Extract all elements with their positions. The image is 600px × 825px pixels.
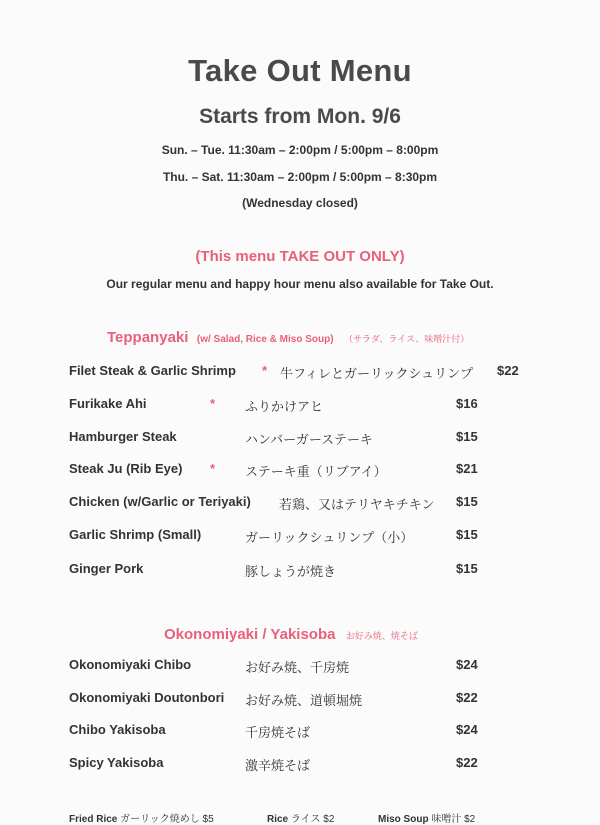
- item-price: $22: [497, 363, 519, 378]
- item-japanese: お好み焼、千房焼: [245, 661, 350, 676]
- okonomiyaki-japanese: お好み焼、焼そば: [345, 631, 418, 641]
- item-star: *: [262, 363, 268, 378]
- item-japanese: 若鶏、又はテリヤキチキン: [279, 498, 435, 513]
- page-title: Take Out Menu: [188, 53, 412, 88]
- item-name: Steak Ju (Rib Eye): [69, 461, 183, 476]
- footer-item-price: $2: [323, 814, 335, 825]
- item-name: Garlic Shrimp (Small): [69, 527, 202, 542]
- item-japanese: お好み焼、道頓堀焼: [245, 694, 363, 709]
- item-price: $22: [456, 690, 478, 705]
- teppanyaki-heading: [107, 329, 469, 347]
- menu-item: [0, 755, 600, 775]
- menu-item: [0, 396, 600, 416]
- hours-thu-sat: Thu. – Sat. 11:30am – 2:00pm / 5:00pm – 8:30pm: [162, 170, 438, 184]
- menu-item: [0, 690, 600, 710]
- item-japanese: ふりかけアヒ: [245, 400, 324, 415]
- menu-item: [0, 363, 600, 383]
- footer-item-name: Fried Rice: [69, 814, 118, 825]
- item-japanese: 千房焼そば: [245, 726, 311, 741]
- teppanyaki-title: Teppanyaki: [107, 329, 189, 346]
- footer-item-fried-rice: [69, 810, 214, 825]
- item-japanese: ガーリックシュリンプ（小）: [245, 531, 414, 546]
- menu-item: [0, 429, 600, 449]
- item-name: Okonomiyaki Doutonbori: [69, 690, 225, 705]
- item-price: $21: [456, 461, 478, 476]
- item-name: Filet Steak & Garlic Shrimp: [69, 363, 236, 378]
- item-japanese: 激辛焼そば: [245, 759, 311, 774]
- item-name: Ginger Pork: [69, 561, 144, 576]
- item-price: $24: [456, 722, 478, 737]
- takeout-only-note: (This menu TAKE OUT ONLY): [195, 248, 405, 265]
- item-price: $15: [456, 527, 478, 542]
- menu-item: [0, 561, 600, 581]
- regular-menu-note: Our regular menu and happy hour menu also available for Take Out.: [106, 277, 494, 291]
- footer-item-rice: [267, 810, 334, 825]
- item-name: Okonomiyaki Chibo: [69, 657, 192, 672]
- menu-item: [0, 657, 600, 677]
- teppanyaki-japanese: （サラダ、ライス、味噌汁付）: [344, 334, 470, 344]
- start-date: Starts from Mon. 9/6: [199, 105, 401, 128]
- item-japanese: 牛フィレとガーリックシュリンプ: [280, 367, 474, 382]
- footer-item-name: Rice: [267, 814, 289, 825]
- item-japanese: ステーキ重（リブアイ）: [245, 465, 387, 480]
- item-price: $15: [456, 429, 478, 444]
- footer-item-price: $2: [464, 814, 476, 825]
- footer-item-miso-soup: [378, 810, 475, 825]
- okonomiyaki-title: Okonomiyaki / Yakisoba: [164, 626, 336, 643]
- footer-item-name: Miso Soup: [378, 814, 429, 825]
- closed-day: (Wednesday closed): [242, 196, 358, 210]
- item-price: $16: [456, 396, 478, 411]
- menu-item: [0, 494, 600, 514]
- item-name: Hamburger Steak: [69, 429, 177, 444]
- footer-item-japanese: ガーリック焼めし: [120, 814, 200, 825]
- footer-item-japanese: ライス: [290, 814, 321, 825]
- item-price: $22: [456, 755, 478, 770]
- menu-item: [0, 461, 600, 481]
- teppanyaki-subtitle: (w/ Salad, Rice & Miso Soup): [196, 334, 334, 345]
- footer-item-japanese: 味噌汁: [431, 814, 462, 825]
- item-japanese: 豚しょうが焼き: [245, 565, 337, 580]
- hours-sun-tue: Sun. – Tue. 11:30am – 2:00pm / 5:00pm – 8:00pm: [161, 143, 439, 157]
- item-price: $15: [456, 561, 478, 576]
- item-price: $24: [456, 657, 478, 672]
- item-name: Furikake Ahi: [69, 396, 147, 411]
- item-star: *: [210, 396, 216, 411]
- item-name: Chicken (w/Garlic or Teriyaki): [69, 494, 251, 509]
- item-japanese: ハンバーガーステーキ: [245, 433, 373, 448]
- item-name: Chibo Yakisoba: [69, 722, 166, 737]
- item-price: $15: [456, 494, 478, 509]
- item-name: Spicy Yakisoba: [69, 755, 164, 770]
- footer-item-price: $5: [202, 814, 214, 825]
- menu-item: [0, 527, 600, 547]
- okonomiyaki-heading: [164, 626, 418, 644]
- menu-item: [0, 722, 600, 742]
- item-star: *: [210, 461, 216, 476]
